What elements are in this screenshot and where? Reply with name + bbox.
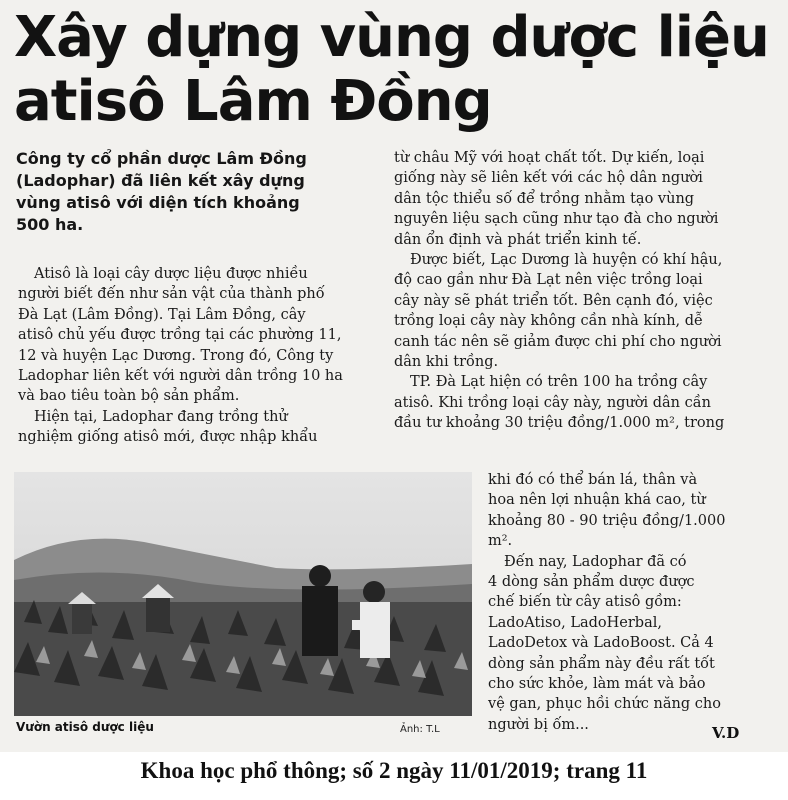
body-line: 12 và huyện Lạc Dương. Trong đó, Công ty bbox=[18, 347, 334, 364]
body-line: người bị ốm... bbox=[488, 716, 589, 733]
body-line: atisô chủ yếu được trồng tại các phường 11, bbox=[18, 327, 342, 344]
body-line: từ châu Mỹ với hoạt chất tốt. Dự kiến, loại bbox=[394, 150, 705, 166]
body-line: Atisô là loại cây dược liệu được nhiều bbox=[34, 266, 308, 282]
lead-line: Công ty cổ phần dược Lâm Đồng bbox=[16, 149, 307, 168]
body-line: nguyên liệu sạch cũng như tạo đà cho người bbox=[394, 211, 719, 228]
left-column bbox=[18, 264, 368, 448]
lead-line: vùng atisô với diện tích khoảng bbox=[16, 193, 300, 212]
lead-line: 500 ha. bbox=[16, 215, 84, 234]
body-line: dân khi trồng. bbox=[394, 354, 499, 371]
body-line: m². bbox=[488, 533, 513, 550]
body-line: dân tộc thiểu số để trồng nhằm tạo vùng bbox=[394, 190, 695, 207]
body-line: giống này sẽ liên kết với các hộ dân người bbox=[394, 170, 703, 187]
body-line: Đà Lạt (Lâm Đồng). Tại Lâm Đồng, cây bbox=[18, 306, 306, 323]
body-line: đầu tư khoảng 30 triệu đồng/1.000 m², trong bbox=[394, 415, 725, 432]
body-line: canh tác nên sẽ giảm được chi phí cho người bbox=[394, 333, 722, 350]
photo-credit: Ảnh: T.L bbox=[400, 724, 440, 735]
body-line: người biết đến như sản vật của thành phố bbox=[18, 286, 325, 303]
body-line: khoảng 80 - 90 triệu đồng/1.000 bbox=[488, 512, 726, 529]
right-column bbox=[394, 148, 756, 434]
body-line: LadoAtiso, LadoHerbal, bbox=[488, 614, 662, 631]
body-line: cây này sẽ phát triển tốt. Bên cạnh đó, việc bbox=[394, 292, 713, 309]
article-lead bbox=[16, 148, 372, 236]
photo-caption: Vườn atisô dược liệu bbox=[16, 720, 154, 734]
headline-line: atisô Lâm Đồng bbox=[14, 69, 492, 134]
body-line: chế biến từ cây atisô gồm: bbox=[488, 594, 682, 611]
body-line: Được biết, Lạc Dương là huyện có khí hậu, bbox=[410, 252, 723, 269]
source-line: Khoa học phổ thông; số 2 ngày 11/01/2019; trang 11 bbox=[140, 758, 648, 783]
body-line: dòng sản phẩm này đều rất tốt bbox=[488, 655, 715, 672]
artichoke-field-photo bbox=[14, 472, 472, 716]
body-line: Hiện tại, Ladophar đang trồng thử bbox=[34, 408, 288, 425]
body-line: nghiệm giống atisô mới, được nhập khẩu bbox=[18, 429, 318, 446]
byline: V.D bbox=[712, 724, 740, 742]
body-line: Đến nay, Ladophar đã có bbox=[504, 553, 687, 570]
article-headline bbox=[14, 5, 769, 134]
headline-line: Xây dựng vùng dược liệu bbox=[14, 5, 769, 70]
lead-line: (Ladophar) đã liên kết xây dựng bbox=[16, 171, 305, 190]
body-line: 4 dòng sản phẩm dược được bbox=[488, 574, 695, 591]
body-line: TP. Đà Lạt hiện có trên 100 ha trồng cây bbox=[410, 374, 708, 391]
body-line: và bao tiêu toàn bộ sản phẩm. bbox=[18, 388, 240, 405]
body-line: LadoDetox và LadoBoost. Cả 4 bbox=[488, 635, 714, 652]
body-line: khi đó có thể bán lá, thân và bbox=[488, 472, 698, 488]
body-line: atisô. Khi trồng loại cây này, người dân cần bbox=[394, 394, 711, 411]
body-line: vệ gan, phục hồi chức năng cho bbox=[488, 696, 721, 713]
right-column-wrap bbox=[488, 470, 756, 735]
body-line: cho sức khỏe, làm mát và bảo bbox=[488, 676, 706, 693]
body-line: trồng loại cây này không cần nhà kính, dễ bbox=[394, 313, 703, 330]
body-line: dân ổn định và phát triển kinh tế. bbox=[394, 231, 642, 248]
body-line: độ cao gần như Đà Lạt nên việc trồng loại bbox=[394, 272, 703, 289]
body-line: hoa nên lợi nhuận khá cao, từ bbox=[488, 492, 706, 509]
body-line: Ladophar liên kết với người dân trồng 10 ha bbox=[18, 368, 343, 385]
